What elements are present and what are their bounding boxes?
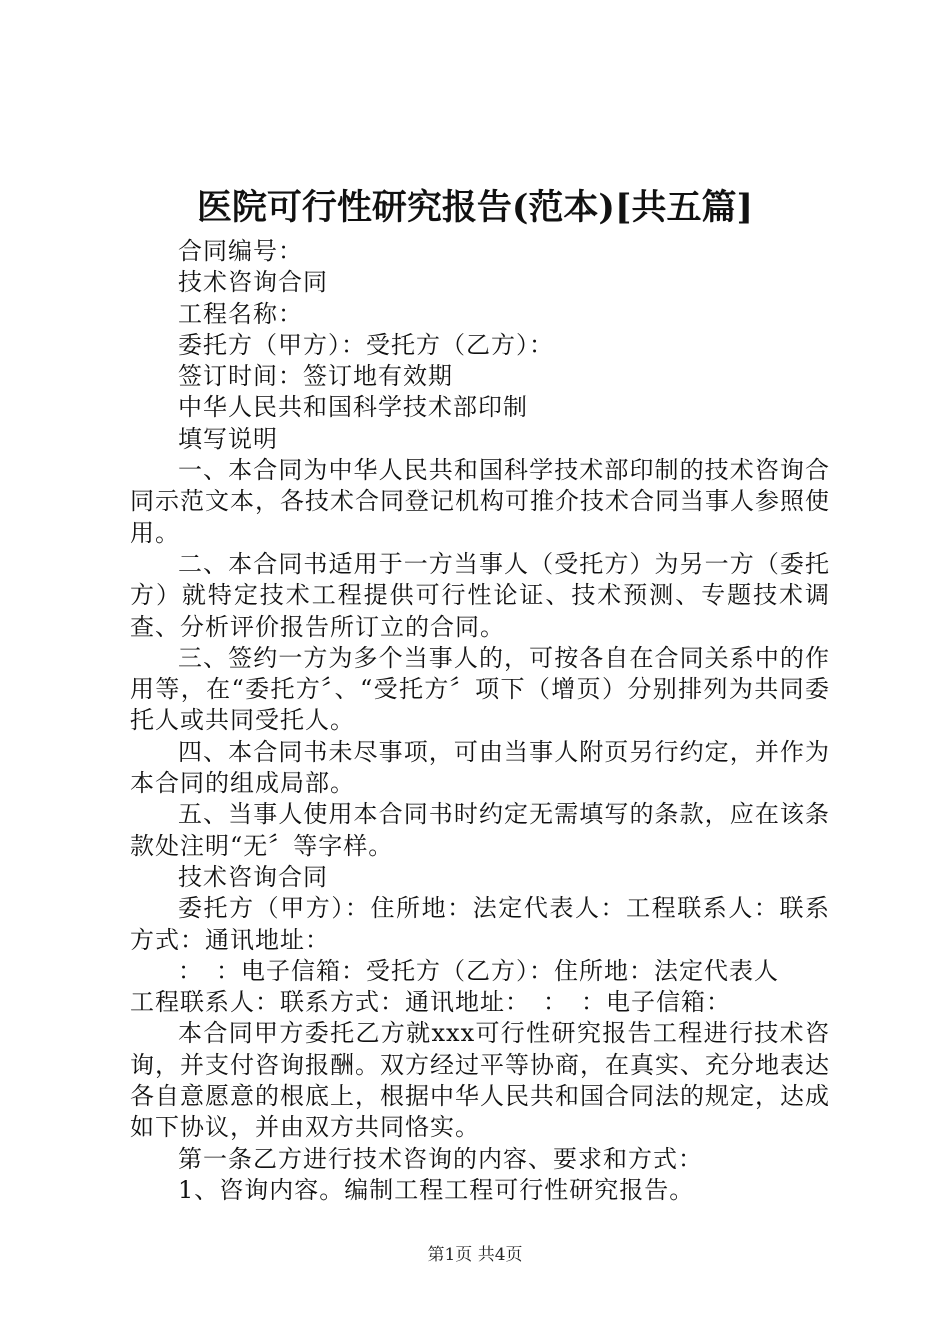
agreement-paragraph: 本合同甲方委托乙方就xxx可行性研究报告工程进行技术咨询，并支付咨询报酬。双方经过平等协商，在真实、充分地表达各自意愿意的根底上，根据中华人民共和国合同法的规定，达成如下协议，并由双方共同恪实。 [130, 1019, 830, 1142]
contract-heading: 技术咨询合同 [178, 862, 328, 891]
parties-line: 委托方（甲方）：受托方（乙方）： [178, 330, 554, 359]
instruction-paragraph-5: 五、当事人使用本合同书时约定无需填写的条款，应在该条款处注明“无〞等字样。 [130, 800, 830, 860]
instruction-paragraph-1: 一、本合同为中华人民共和国科学技术部印制的技术咨询合同示范文本，各技术合同登记机构可推介技术合同当事人参照使用。 [130, 456, 830, 547]
contract-type-line: 技术咨询合同 [178, 268, 328, 297]
page-footer: 第1页 共4页 [427, 1245, 523, 1265]
page-title: 医院可行性研究报告(范本)[共五篇] [196, 187, 754, 228]
project-name-line: 工程名称： [178, 299, 303, 328]
instruction-paragraph-3: 三、签约一方为多个当事人的，可按各自在合同关系中的作用等，在“委托方〞、“受托方〞项下（增页）分别排列为共同委托人或共同受托人。 [130, 643, 830, 735]
instructions-heading: 填写说明 [178, 424, 278, 453]
instruction-paragraph-2: 二、本合同书适用于一方当事人（受托方）为另一方（委托方）就特定技术工程提供可行性论证、技术预测、专题技术调查、分析评价报告所订立的合同。 [130, 549, 830, 641]
publisher-line: 中华人民共和国科学技术部印制 [178, 393, 528, 422]
signing-info-line: 签订时间：签订地有效期 [178, 362, 453, 391]
party-b-info-line-2: 工程联系人：联系方式：通讯地址： ： ：电子信箱： [130, 988, 731, 1017]
contract-number-line: 合同编号： [178, 237, 303, 265]
article-1-item-1: 1、咨询内容。编制工程工程可行性研究报告。 [178, 1175, 695, 1204]
party-b-info-line-1: ： ：电子信箱：受托方（乙方）：住所地：法定代表人 [178, 956, 779, 985]
party-a-info: 委托方（甲方）：住所地：法定代表人：工程联系人：联系方式：通讯地址： [130, 894, 830, 954]
document-body [130, 236, 830, 1206]
instruction-paragraph-4: 四、本合同书未尽事项，可由当事人附页另行约定，并作为本合同的组成局部。 [130, 737, 830, 798]
article-1-heading: 第一条乙方进行技术咨询的内容、要求和方式： [178, 1144, 703, 1173]
